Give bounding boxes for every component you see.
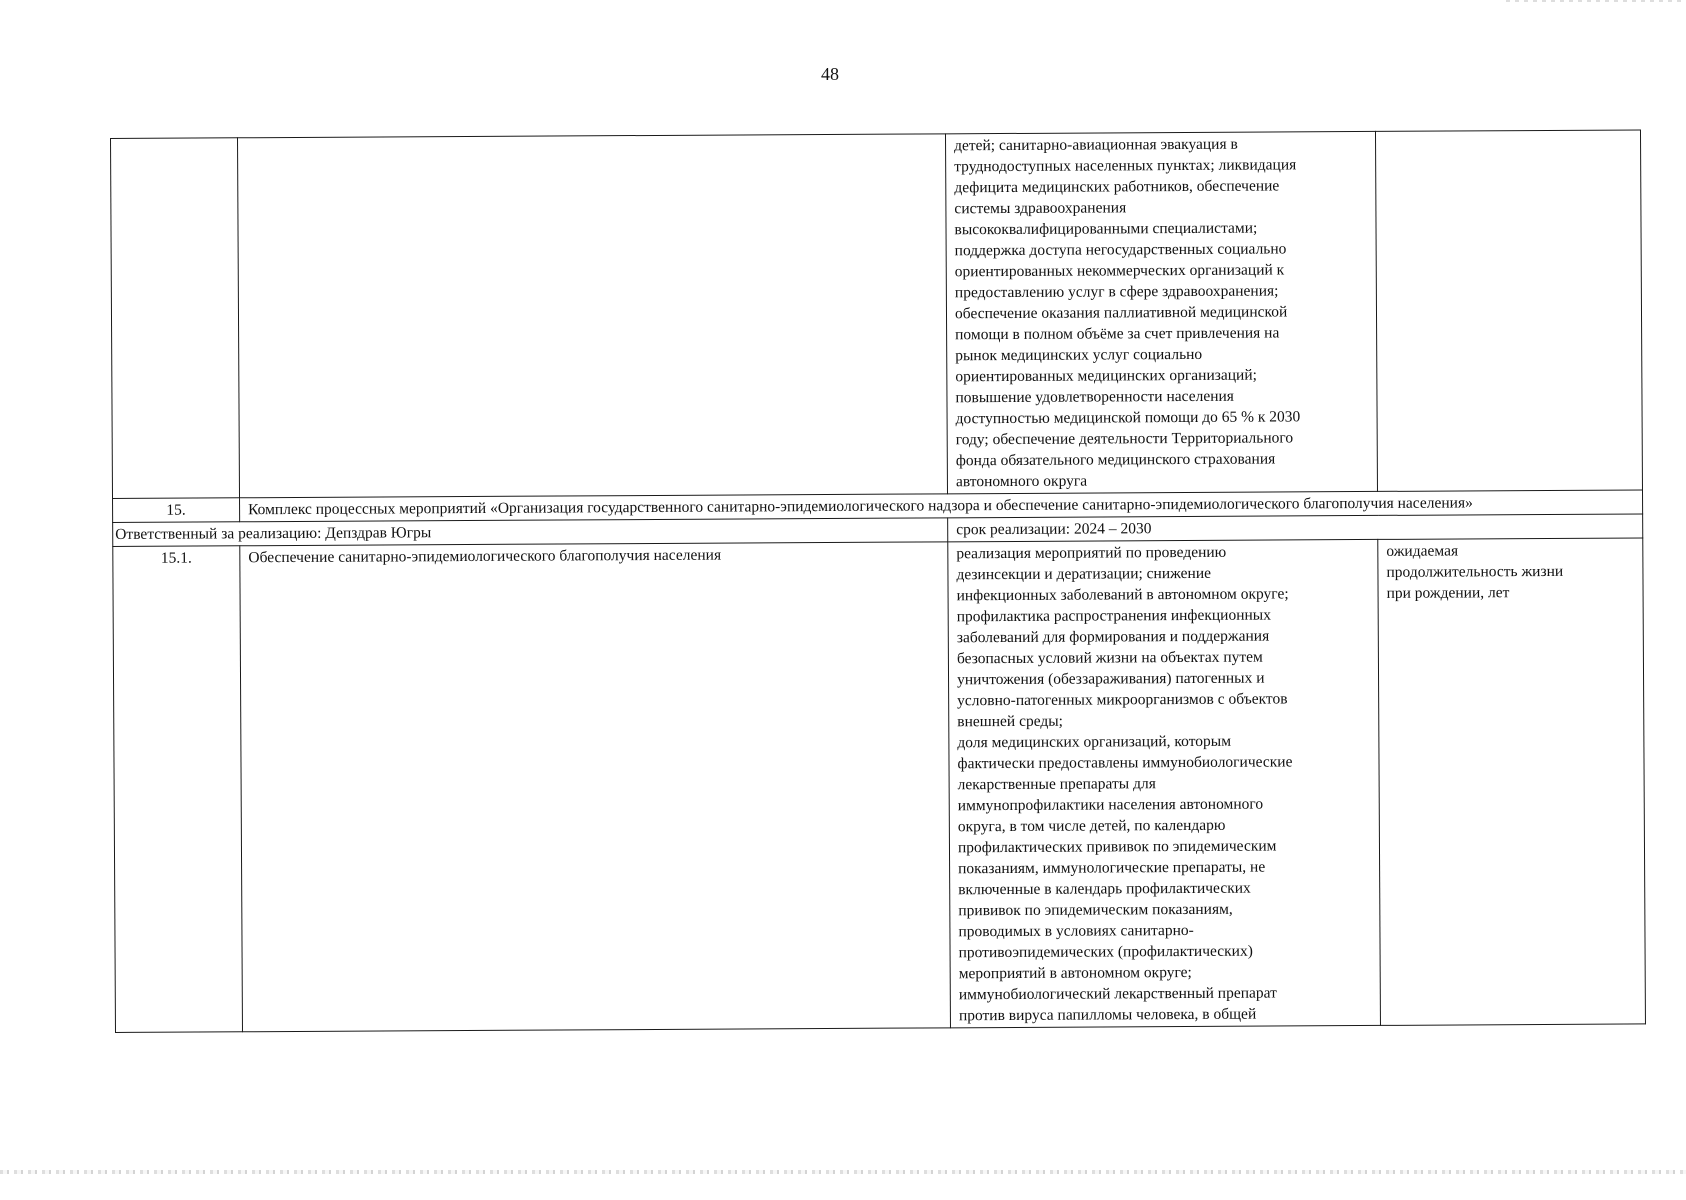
- item-name-cell: Обеспечение санитарно-эпидемиологического благополучия населения: [240, 542, 951, 1032]
- scan-artifact-bottom: [0, 1170, 1686, 1174]
- indicator-cell: [1375, 130, 1642, 491]
- section-title-cell: Комплекс процессных мероприятий «Организация государственного санитарно-эпидемиологического надзора и обеспечение санитарно-эпидемиологического благополучия населения»: [240, 490, 1643, 522]
- table-row: [113, 538, 1646, 1033]
- page-number: 48: [821, 64, 839, 84]
- row-number-cell: [111, 138, 240, 499]
- scan-artifact-top: [1506, 0, 1686, 2]
- section-number-cell: 15.: [113, 498, 240, 523]
- measures-table: [110, 129, 1646, 1033]
- item-indicator-cell: ожидаемая продолжительность жизни при рождении, лет: [1378, 538, 1646, 1025]
- table-row: [111, 130, 1643, 499]
- item-results-cell: реализация мероприятий по проведению дезинсекции и дератизации; снижение инфекционных заболеваний в автономном округе; профилактика распространения инфекционных заболеваний для формирования и поддержания безопасных условий жизни на объектах путем уничтожения (обеззараживания) патогенных и условно-патогенных микроорганизмов с объектов внешней среды; доля медицинских организаций, которым фактически предоставлены иммунобиологические лекарственные препараты для иммунопрофилактики населения автономного округа, в том числе детей, по календарю профилактических прививок по эпидемическим показаниям, иммунологические препараты, не включенные в календарь профилактических прививок по эпидемическим показаниям, проводимых в условиях санитарно- противоэпидемических (профилактических) мероприятий в автономном округе; иммунобиологический лекарственный препарат против вируса папилломы человека, в общей: [948, 539, 1381, 1027]
- measure-name-cell: [238, 134, 948, 498]
- item-number-cell: 15.1.: [113, 546, 243, 1033]
- responsible-cell: Ответственный за реализацию: Депздрав Югры: [113, 518, 948, 547]
- expected-results-cell: детей; санитарно-авиационная эвакуация в труднодоступных населенных пунктах; ликвидация дефицита медицинских работников, обеспечение системы здравоохранения высококвалифицированными специалистами; поддержка доступа негосударственных социально ориентированных некоммерческих организаций к предоставлению услуг в сфере здравоохранения; обеспечение оказания паллиативной медицинской помощи в полном объёме за счет привлечения на рынок медицинских услуг социально ориентированных медицинских организаций; повышение удовлетворенности населения доступностью медицинской помощи до 65 % к 2030 году; обеспечение деятельности Территориального фонда обязательного медицинского страхования автономного округа: [945, 131, 1377, 493]
- period-cell: срок реализации: 2024 – 2030: [948, 514, 1643, 542]
